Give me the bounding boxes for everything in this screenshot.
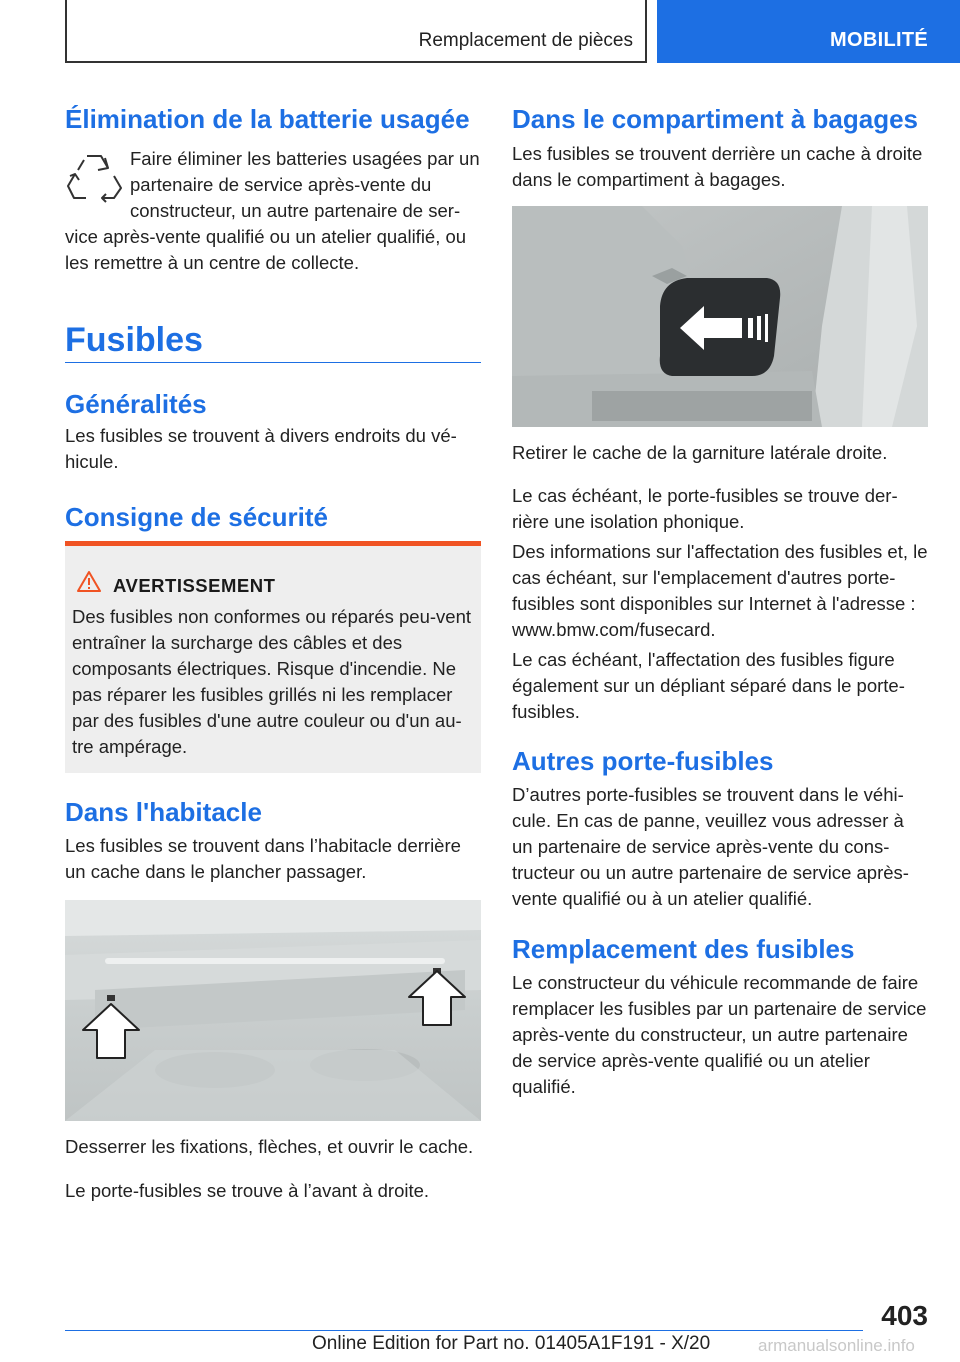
header-chapter-tab: [657, 0, 960, 63]
safety-heading: Consigne de sécurité: [65, 502, 328, 532]
other-fuse-holders-text: D’autres porte-fusibles se trouvent dans le véhi-cule. En cas de panne, veuillez vous adresser à un partenaire de service après-vente du cons-tructeur ou un autre partenaire de service après-vente qualifié ou à un atelier qualifié.: [512, 784, 909, 909]
trunk-paragraph-3: Le cas échéant, l'affectation des fusibles figure également sur un dépliant séparé dans le porte-fusibles.: [512, 649, 905, 722]
warning-triangle-icon: [77, 570, 101, 597]
cabin-caption: Desserrer les fixations, flèches, et ouvrir le cache.: [65, 1136, 474, 1157]
general-text: Les fusibles se trouvent à divers endroits du vé-hicule.: [65, 425, 457, 472]
cabin-text-2: Le porte-fusibles se trouve à l’avant à droite.: [65, 1180, 430, 1201]
battery-disposal-body: [65, 146, 481, 276]
trunk-paragraph-1: Le cas échéant, le porte-fusibles se trouve der-rière une isolation phonique.: [512, 485, 898, 532]
trunk-caption: Retirer le cache de la garniture latérale droite.: [512, 442, 888, 463]
watermark: armanualsonline.info: [758, 1336, 915, 1355]
trunk-fuse-cover-photo: [512, 206, 928, 427]
fuses-heading: Fusibles: [65, 321, 203, 359]
fuses-heading-rule: [65, 362, 481, 363]
header-section-box: [65, 0, 647, 63]
page-number: 403: [881, 1300, 928, 1331]
warning-box: [65, 541, 481, 773]
footer-edition: Online Edition for Part no. 01405A1F191 - X/20: [312, 1333, 711, 1354]
battery-disposal-heading: Élimination de la batterie usagée: [65, 104, 470, 134]
general-heading: Généralités: [65, 389, 207, 419]
replace-fuses-heading: Remplacement des fusibles: [512, 934, 855, 964]
other-fuse-holders-heading: Autres porte-fusibles: [512, 746, 774, 776]
replace-fuses-text: Le constructeur du véhicule recommande de faire remplacer les fusibles par un partenaire de service après-vente du constructeur, un autre partenaire de service après-vente qualifié ou un atelier qualifié.: [512, 972, 927, 1097]
footer-rule: [65, 1330, 863, 1331]
warning-text: Des fusibles non conformes ou réparés peu-vent entraîner la surcharge des câbles et des composants électriques. Risque d'incendie. Ne pas réparer les fusibles grillés ni les remplacer par des fusibles d'une autre couleur ou d'un au-tre ampérage.: [72, 606, 471, 757]
warning-title: AVERTISSEMENT: [113, 575, 276, 596]
battery-disposal-paragraph: Faire éliminer les batteries usagées par un partenaire de service après-vente du constructeur, un autre partenaire de ser-vice après-vente qualifié ou un atelier qualifié, ou les remettre à un centre de collecte.: [65, 148, 480, 273]
cabin-text: Les fusibles se trouvent dans l’habitacle derrière un cache dans le plancher passager.: [65, 835, 461, 882]
trunk-text: Les fusibles se trouvent derrière un cache à droite dans le compartiment à bagages.: [512, 143, 923, 190]
trunk-paragraph-2: Des informations sur l'affectation des fusibles et, le cas échéant, sur l'emplacement d'autres porte-fusibles sont disponibles sur Internet à l'adresse : www.bmw.com/fusecard.: [512, 541, 928, 640]
cabin-fuse-cover-photo: [65, 900, 481, 1121]
cabin-heading: Dans l'habitacle: [65, 797, 262, 827]
header-chapter-title: MOBILITÉ: [830, 29, 928, 51]
trunk-heading: Dans le compartiment à bagages: [512, 104, 919, 134]
header-section-title: Remplacement de pièces: [418, 30, 633, 51]
